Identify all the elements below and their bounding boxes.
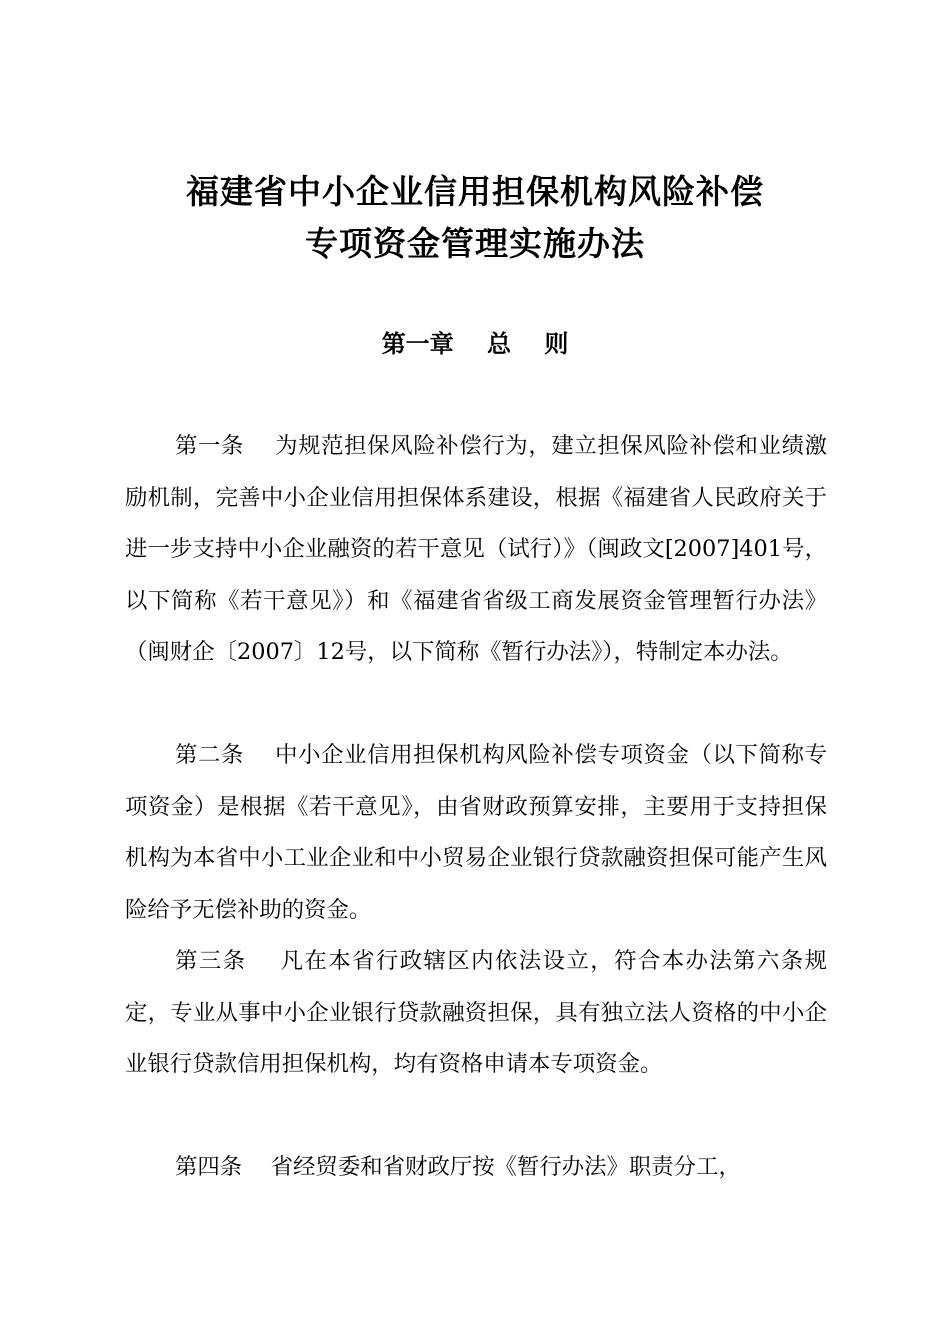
document-title-line-2: 专项资金管理实施办法 [305,224,645,263]
article-number: 第一条 [175,433,245,459]
article-paragraph [125,421,827,679]
article-number: 第二条 [175,742,245,768]
chapter-heading: 第一章 总 则 [381,330,569,358]
article-number: 第三条 [175,948,247,974]
article-number: 第四条 [175,1154,243,1180]
article-paragraph [125,1142,827,1194]
article-text: 省经贸委和省财政厅按《暂行办法》职责分工， [270,1154,741,1180]
article-paragraph [125,936,827,1091]
article-text: 凡在本省行政辖区内依法设立，符合本办法第六条规定，专业从事中小企业银行贷款融资担保，具有独立法人资格的中小企业银行贷款信用担保机构，均有资格申请本专项资金。 [125,948,828,1077]
article-paragraph [125,730,827,936]
article-text: 中小企业信用担保机构风险补偿专项资金（以下简称专项资金）是根据《若干意见》，由省财政预算安排，主要用于支持担保机构为本省中小工业企业和中小贸易企业银行贷款融资担保可能产生风险给予无偿补助的资金。 [125,742,827,923]
article-text: 为规范担保风险补偿行为，建立担保风险补偿和业绩激励机制，完善中小企业信用担保体系建设，根据《福建省人民政府关于进一步支持中小企业融资的若干意见（试行）》（闽政文[2007]401号，以下简称《若干意见》）和《福建省省级工商发展资金管理暂行办法》（闽财企〔2007〕12号，以下简称《暂行办法》），特制定本办法。 [125,433,827,665]
document-title-line-1: 福建省中小企业信用担保机构风险补偿 [186,172,764,211]
